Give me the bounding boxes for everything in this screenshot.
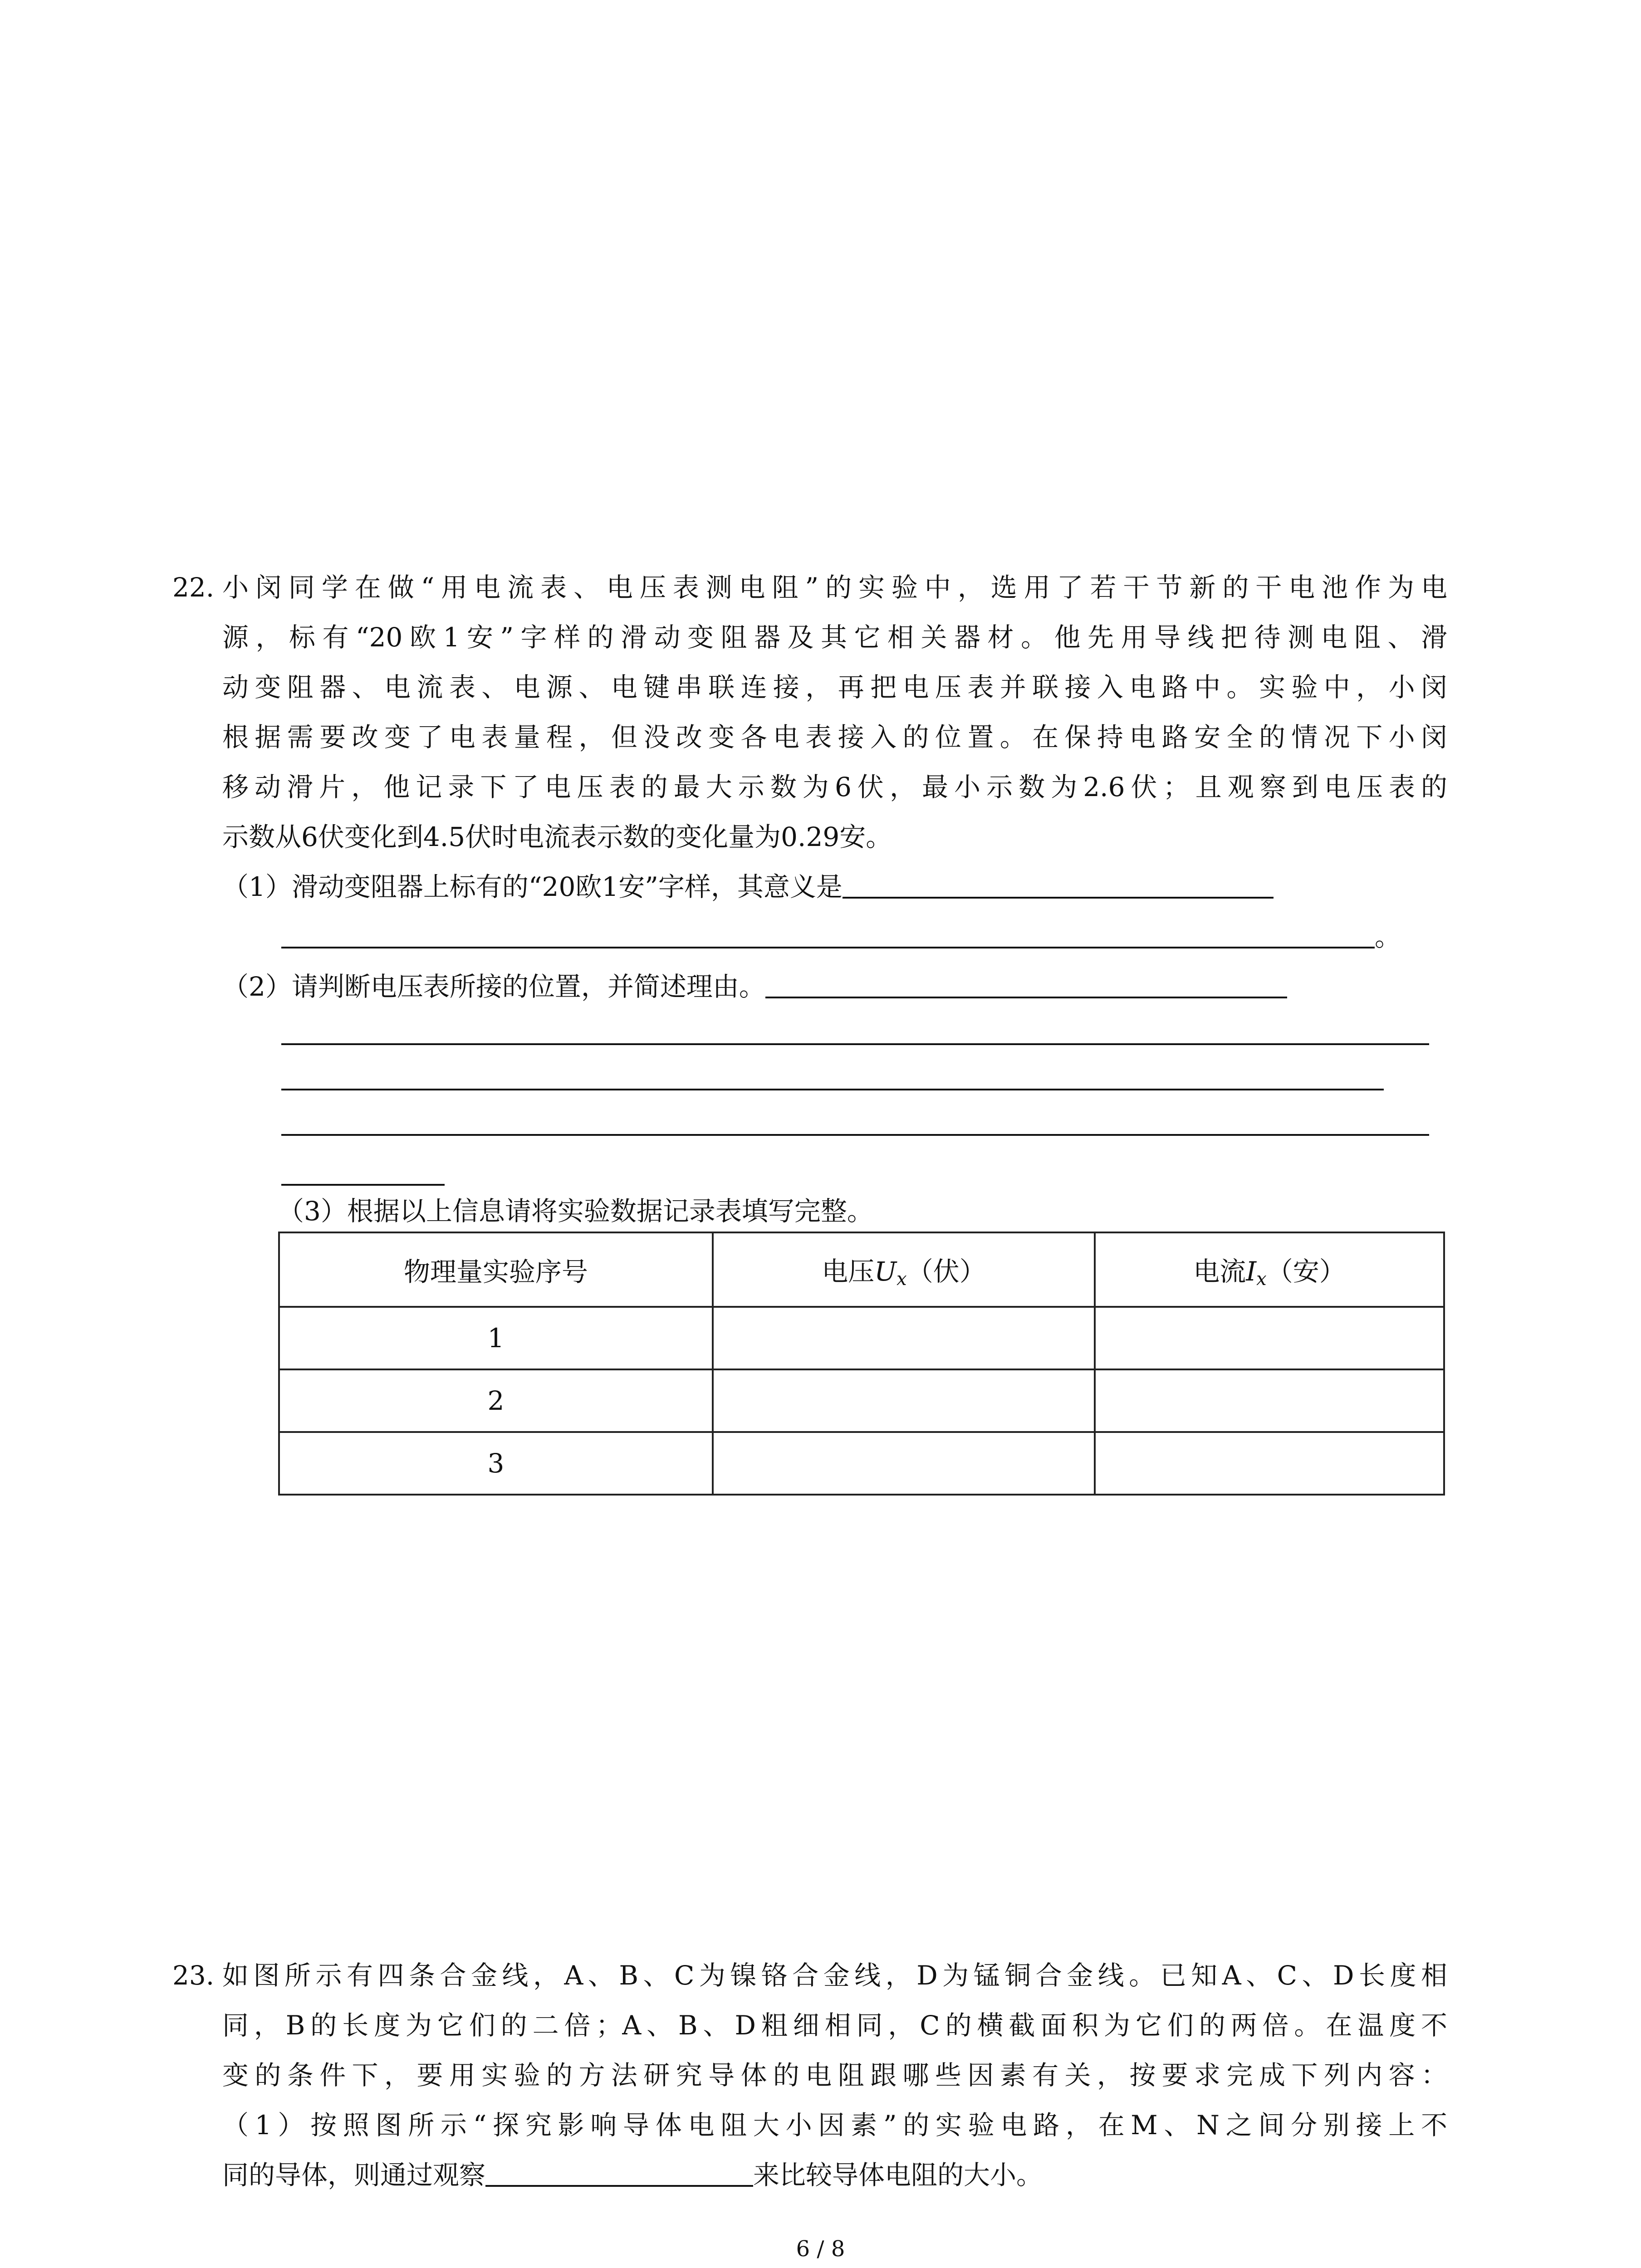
question-number: 23. bbox=[172, 1960, 215, 1991]
answer-line[interactable] bbox=[281, 1089, 1384, 1090]
row-index: 2 bbox=[279, 1369, 713, 1432]
table-row bbox=[279, 1307, 1444, 1369]
question-number: 22. bbox=[172, 572, 215, 603]
period: 。 bbox=[1375, 921, 1401, 952]
part-1-prompt bbox=[222, 862, 1447, 912]
part-1-continuation bbox=[222, 912, 1447, 962]
page-number: 6 / 8 bbox=[796, 2236, 845, 2262]
answer-blank[interactable] bbox=[765, 969, 1287, 998]
question-text-line: 根据需要改变了电表量程，但没改变各电表接入的位置。在保持电路安全的情况下小闵 bbox=[222, 722, 1447, 753]
question-text-line: 小闵同学在做“用电流表、电压表测电阻”的实验中，选用了若干节新的干电池作为电 bbox=[222, 572, 1447, 603]
question-text-line: 变的条件下，要用实验的方法研究导体的电阻跟哪些因素有关，按要求完成下列内容： bbox=[222, 2060, 1447, 2091]
question-23 bbox=[172, 1950, 1447, 2200]
table-header-row bbox=[279, 1232, 1444, 1307]
question-text-line: 移动滑片，他记录下了电压表的最大示数为6伏，最小示数为2.6伏；且观察到电压表的 bbox=[222, 772, 1447, 802]
current-symbol: I bbox=[1246, 1256, 1257, 1287]
data-record-table bbox=[278, 1232, 1445, 1496]
part-2-text: （2）请判断电压表所接的位置，并简述理由。 bbox=[222, 971, 765, 1002]
table-row bbox=[279, 1369, 1444, 1432]
voltage-cell[interactable] bbox=[713, 1307, 1095, 1369]
question-text-line: 如图所示有四条合金线，A、B、C为镍铬合金线，D为锰铜合金线。已知A、C、D长度相 bbox=[222, 1960, 1447, 1991]
answer-blank[interactable] bbox=[843, 870, 1274, 899]
part-2-prompt bbox=[222, 962, 1447, 1012]
question-text-line: 示数从6伏变化到4.5伏时电流表示数的变化量为0.29安。 bbox=[222, 821, 892, 852]
question-text-line: 同，B的长度为它们的二倍；A、B、D粗细相同，C的横截面积为它们的两倍。在温度不 bbox=[222, 2010, 1447, 2041]
answer-line[interactable] bbox=[281, 1043, 1429, 1045]
part-1-text-end: 来比较导体电阻的大小。 bbox=[753, 2160, 1043, 2190]
part-3-prompt bbox=[278, 1186, 1503, 1236]
header-cell-quantity: 物理量实验序号 bbox=[279, 1232, 713, 1307]
row-index: 3 bbox=[279, 1432, 713, 1495]
header-cell-current bbox=[1095, 1232, 1444, 1307]
question-text-line: （1）按照图所示“探究影响导体电阻大小因素”的实验电路，在M、N之间分别接上不 bbox=[222, 2110, 1447, 2141]
part-1-prompt bbox=[222, 2150, 1447, 2200]
voltage-cell[interactable] bbox=[713, 1432, 1095, 1495]
row-index: 1 bbox=[279, 1307, 713, 1369]
current-unit: （安） bbox=[1266, 1256, 1346, 1287]
part-3-text: （3）根据以上信息请将实验数据记录表填写完整。 bbox=[278, 1196, 873, 1227]
question-22 bbox=[172, 562, 1447, 1012]
voltage-label: 电压 bbox=[822, 1256, 875, 1287]
question-text-line: 动变阻器、电流表、电源、电键串联连接，再把电压表并联接入电路中。实验中，小闵 bbox=[222, 672, 1447, 703]
current-cell[interactable] bbox=[1095, 1307, 1444, 1369]
answer-blank[interactable] bbox=[485, 2158, 753, 2187]
current-subscript: x bbox=[1256, 1268, 1267, 1290]
answer-line[interactable] bbox=[281, 1134, 1429, 1136]
current-cell[interactable] bbox=[1095, 1432, 1444, 1495]
question-text-line: 源，标有“20欧1安”字样的滑动变阻器及其它相关器材。他先用导线把待测电阻、滑 bbox=[222, 622, 1447, 653]
header-cell-voltage bbox=[713, 1232, 1095, 1307]
current-cell[interactable] bbox=[1095, 1369, 1444, 1432]
answer-blank[interactable] bbox=[281, 919, 1375, 948]
part-1-text: （1）滑动变阻器上标有的“20欧1安”字样，其意义是 bbox=[222, 871, 843, 902]
part-1-text-start: 同的导体，则通过观察 bbox=[222, 2160, 486, 2190]
table-row bbox=[279, 1432, 1444, 1495]
answer-line[interactable] bbox=[281, 1184, 445, 1186]
voltage-unit: （伏） bbox=[906, 1256, 986, 1287]
current-label: 电流 bbox=[1193, 1256, 1246, 1287]
voltage-subscript: x bbox=[896, 1268, 907, 1290]
voltage-cell[interactable] bbox=[713, 1369, 1095, 1432]
voltage-symbol: U bbox=[874, 1256, 897, 1287]
